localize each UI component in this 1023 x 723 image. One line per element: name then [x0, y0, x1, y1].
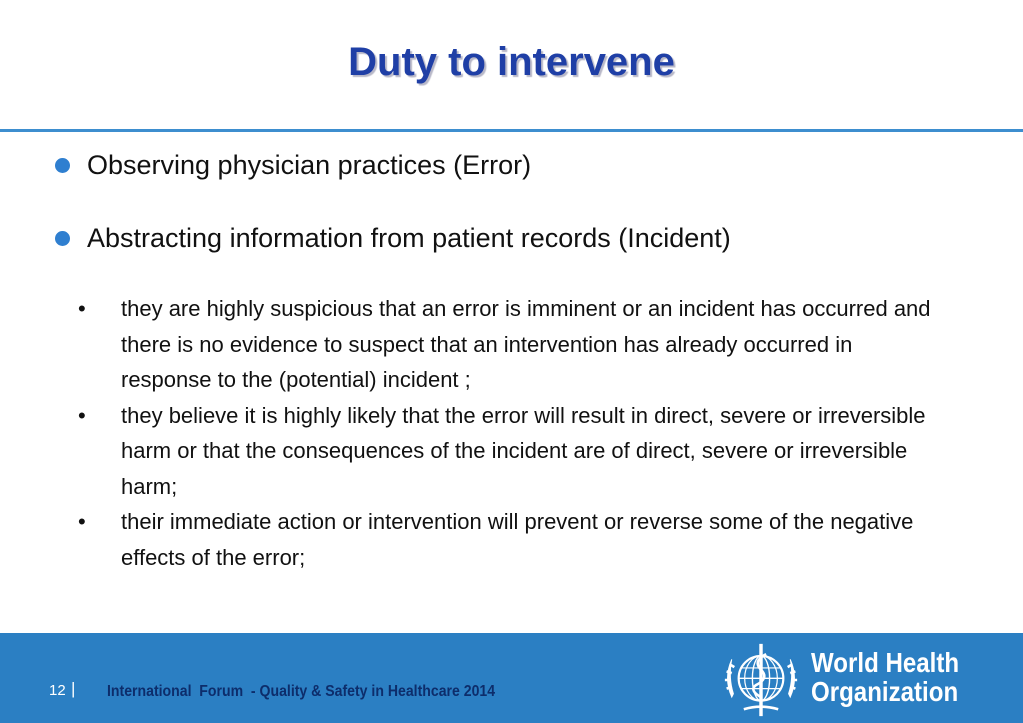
logo-line-2: Organization: [811, 676, 959, 707]
sub-bullet-item: [78, 504, 938, 575]
footer-bar: [0, 633, 1023, 723]
title-divider: [0, 129, 1023, 132]
bullet-text: Observing physician practices (Error): [87, 150, 532, 180]
page-separator: |: [71, 679, 76, 698]
sub-bullet-text: their immediate action or intervention will prevent or reverse some of the negative effects of the error;: [121, 509, 914, 570]
bullet-item: [55, 150, 531, 181]
sub-bullet-text: they believe it is highly likely that the error will result in direct, severe or irreversible harm or that the consequences of the incident are of direct, severe or irreversible harm;: [121, 402, 926, 499]
bullet-dot-icon: [55, 158, 70, 173]
bullet-dot-icon: [55, 231, 70, 246]
slide-title: Duty to intervene: [348, 40, 675, 84]
sub-bullet-item: [78, 291, 938, 398]
bullet-text: Abstracting information from patient records (Incident): [87, 223, 731, 253]
sub-bullet-marker: •: [78, 509, 86, 534]
sub-bullet-text: they are highly suspicious that an error is imminent or an incident has occurred and there is no evidence to suspect that an intervention has already occurred in response to the (potential) incident ;: [121, 296, 931, 392]
sub-bullet-list: [78, 291, 938, 575]
sub-bullet-item: [78, 398, 938, 505]
bullet-item: [55, 223, 731, 254]
page-number: 12: [49, 682, 66, 699]
who-logo-text: [811, 648, 959, 706]
who-emblem-icon: [718, 637, 804, 723]
logo-line-1: World Health: [811, 647, 960, 678]
sub-bullet-marker: •: [78, 402, 86, 428]
footer-text: International Forum - Quality & Safety in Healthcare 2014: [107, 683, 496, 700]
sub-bullet-marker: •: [78, 296, 86, 321]
